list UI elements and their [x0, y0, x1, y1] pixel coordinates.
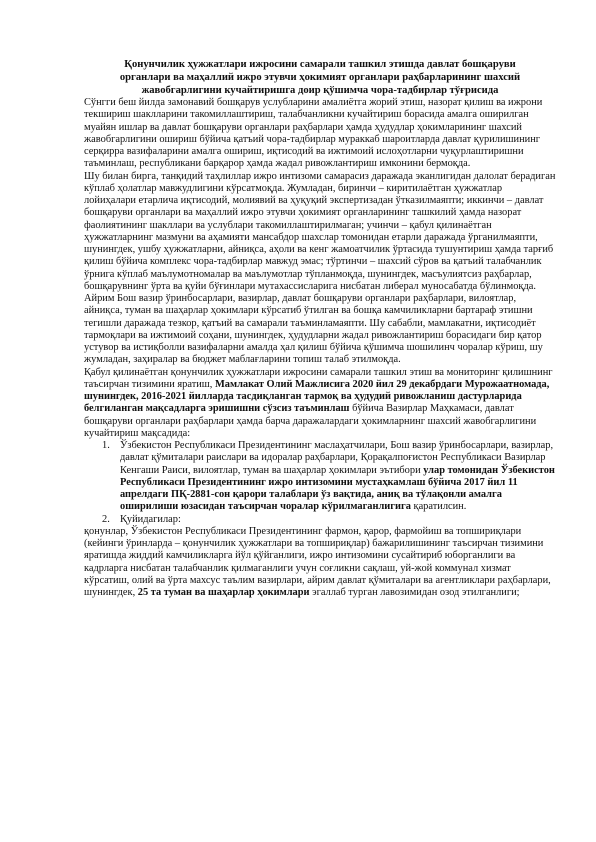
list-item-1-bold: улар томонидан Ўзбекистон Республикаси Президентининг ижро интизомини мустаҳкамлаш бўйича 2017 йил 11 апрелдаги ПҚ-2881-сон қарори талаблари ўз вақтида, аниқ ва тўлақонли амалга оширилиши юзасидан таъсирчан чоралар кўрилмаганлигига — [120, 464, 555, 513]
paragraph-purpose — [84, 367, 556, 441]
list-number-2: 2. — [102, 513, 110, 525]
list-item-2 — [84, 514, 556, 526]
list-item-1-text: Ўзбекистон Республикаси Президентининг маслаҳатчилари, Бош вазир ўринбосарлари, вазирлар, давлат қўмиталари раислари ва идоралар раҳбарлари, Қорақалпоғистон Республикаси Вазирлар Кенгаши Раиси, вилоятлар, туман ва шаҳарлар ҳокимлари эътибори — [120, 440, 554, 476]
title-line-1: Қонунчилик ҳужжатлари ижросини самарали ташкил этишда давлат бошқаруви — [124, 59, 516, 70]
list-item-1-end: қаратилсин. — [410, 501, 467, 513]
paragraph-dismissal-end: эгаллаб турган лавозимидан озод этилганлиги; — [309, 587, 520, 598]
list-number-1: 1. — [102, 440, 110, 451]
list-item-1 — [84, 440, 556, 514]
title-line-3: жавобгарлигини кучайтиришга доир қўшимча чора-тадбирлар тўғрисида — [141, 85, 499, 96]
paragraph-dismissal — [84, 526, 556, 600]
paragraph-intro: Сўнгги беш йилда замонавий бошқарув услубларини амалиётга жорий этиш, назорат қилиш ва ижрони текшириш шаклларини такомиллаштириш, талабчанликни кучайтириш борасида амалга оширилган муайян ишлар ва давлат бошқаруви органлари раҳбарлари ҳамда ҳудудлар ҳокимларининг шахсий жавобгарлигини ошириш бўйича қатъий чора-тадбирлар мураккаб шароитларда давлат қурилишининг серқирра вазифаларини амалга ошириш, иқтисодий ва ижтимоий ислоҳотларни чуқурлаштиришни таъминлаш, республикани барқарор ҳамда жадал ривожлантириш имконини бермоқда. — [84, 97, 543, 170]
paragraph-purpose-bold: Мамлакат Олий Мажлисига 2020 йил 29 декабрдаги Мурожаатномада, шунингдек, 2016-2021 йилларда тасдиқланган тармоқ ва ҳудудий ривожланиш дастурларида белгиланган мақсадларга эришишни сўзсиз таъминлаш — [84, 378, 550, 415]
document-page — [84, 58, 556, 599]
paragraph-problems: Шу билан бирга, танқидий таҳлиллар ижро интизоми самарасиз даражада эканлигидан далолат берадиган кўплаб ҳолатлар мавжудлигини кўрсатмоқда. Жумладан, биринчи – киритилаётган ҳужжатлар лойиҳалари етарлича иқтисодий, молиявий ва ҳуқуқий экспертизадан ўтказилмаяпти; иккинчи – давлат бошқаруви органлари ва маҳаллий ижро этувчи ҳокимият органларининг ташкилий ҳамда назорат фаолиятининг шакллари ва услублари такомиллаштирилмаган; учинчи – қабул қилинаётган ҳужжатларнинг мазмуни ва аҳамияти мансабдор шахслар томонидан етарли даражада ўрганилмаяпти, шунингдек, ушбу ҳужжатларни, айниқса, аҳоли ва кенг жамоатчилик ўртасида тушунтириш ҳамда тарғиб қилиш бўйича комплекс чора-тадбирлар мавжуд эмас; тўртинчи – шахсий сўров ва қатъий талабчанлик ўрнига кўплаб маълумотномалар ва маълумотлар тўпланмоқда, шунингдек, масъулиятсиз раҳбарлар, бошқарувнинг ўрта ва қуйи бўғинлари мутахассисларига нисбатан либерал муносабатда бўлинмоқда. — [84, 170, 556, 292]
paragraph-purpose-end: бўйича Вазирлар Маҳкамаси, давлат бошқаруви органлари раҳбарлари ҳамда барча даражалардаги ҳокимларнинг шахсий жавобгарлигини кучайтириш мақсадида: — [84, 403, 537, 439]
document-title — [88, 58, 552, 97]
paragraph-dismissal-start: қонунлар, Ўзбекистон Республикаси Президентининг фармон, қарор, фармойиш ва топшириқлари (кейинги ўринларда – қонунчилик ҳужжатлари ва топшириқлар) бажарилишининг таъсирчан тизимини яратишда жиддий камчиликларга йўл қўйганлиги, ижро интизомини сусайтириб юборганлиги ва кадрларга нисбатан талабчанлик қилмаганлиги учун соғликни сақлаш, уй-жой коммунал хизмат кўрсатиш, олий ва ўрта махсус таълим вазирлари, айрим давлат қўмиталари ва агентликлари раҳбарлари, шунингдек, — [84, 525, 551, 598]
title-line-2: органлари ва маҳаллий ижро этувчи ҳокимият органлари раҳбарларининг шахсий — [119, 72, 521, 83]
paragraph-officials: Айрим Бош вазир ўринбосарлари, вазирлар, давлат бошқаруви органлари раҳбарлари, вилоятлар, айниқса, туман ва шаҳарлар ҳокимлари кўрсатиб ўтилган ва бошқа камчиликларни бартараф этишни тегишли даражада тезкор, қатъий ва самарали таъминламаяпти. Шу сабабли, мамлакатни, иқтисодиёт тармоқлари ва ижтимоий соҳани, шунингдек, ҳудудларни жадал ривожлантириш борасидаги бир қатор устувор ва истиқболли вазифаларни амалда ҳал қилиш бўйича қўшимча шошилинч чоралар кўриш, шу жумладан, заҳиралар ва бюджет маблағларини топиш талаб этилмоқда. — [84, 293, 543, 366]
list-item-2-text: Қуйидагилар: — [120, 513, 181, 525]
paragraph-purpose-start: Қабул қилинаётган қонунчилик ҳужжатлари ижросини самарали ташкил этиш ва мониторинг қилишнинг таъсирчан тизимини яратиш, — [84, 366, 553, 390]
paragraph-dismissal-bold: 25 та туман ва шаҳарлар ҳокимлари — [137, 587, 310, 598]
